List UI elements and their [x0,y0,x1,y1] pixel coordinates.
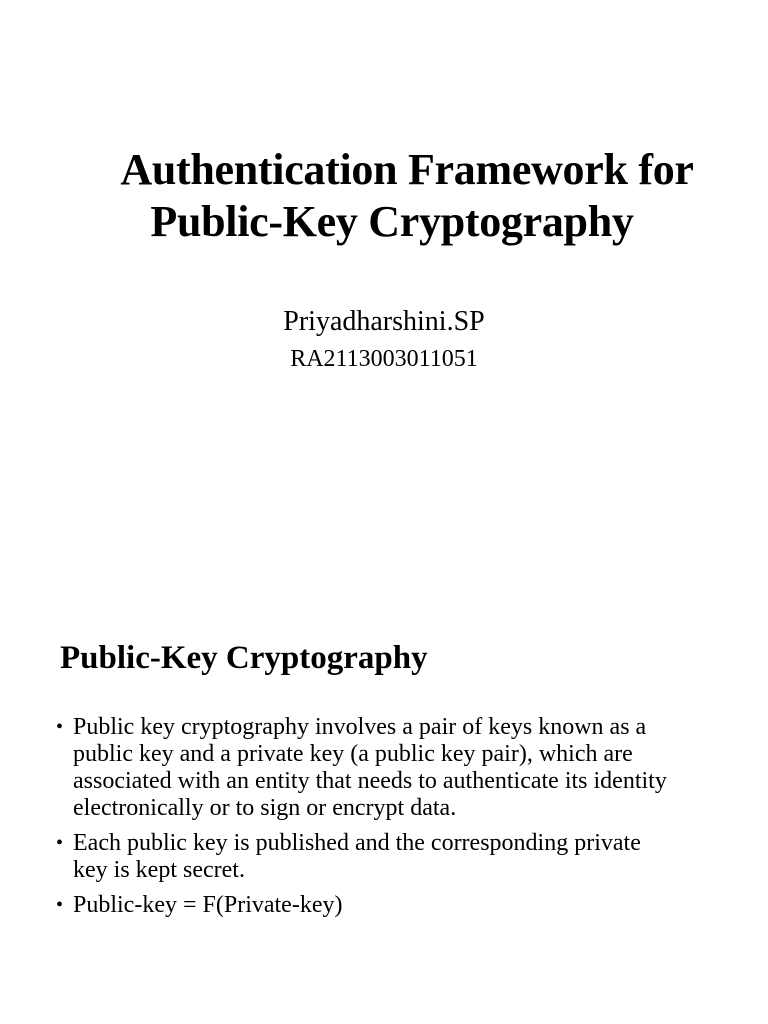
bullet-text: Each public key is published and the corresponding private key is kept secret. [73,830,641,883]
bullet-icon: • [56,894,64,916]
presentation-title [0,144,768,248]
bullet-icon: • [56,716,64,738]
author-name: Priyadharshini.SP [283,306,485,337]
bullet-icon: • [56,832,64,854]
bullet-text: Public key cryptography involves a pair of keys known as a public key and a private key (a public key pair), which are associated with an entity that needs to authenticate its identity electronically or to sign or encrypt data. [73,714,667,821]
content-slide [0,600,768,1024]
list-item [56,714,676,822]
title-line-2: Public-Key Cryptography [150,197,634,246]
title-line-1: Authentication Framework for [120,145,694,194]
bullet-list [56,714,676,927]
slide-heading: Public-Key Cryptography [60,640,428,676]
registration-number: RA2113003011051 [290,346,478,372]
bullet-text: Public-key = F(Private-key) [73,892,343,918]
list-item [56,830,676,884]
list-item [56,892,676,919]
